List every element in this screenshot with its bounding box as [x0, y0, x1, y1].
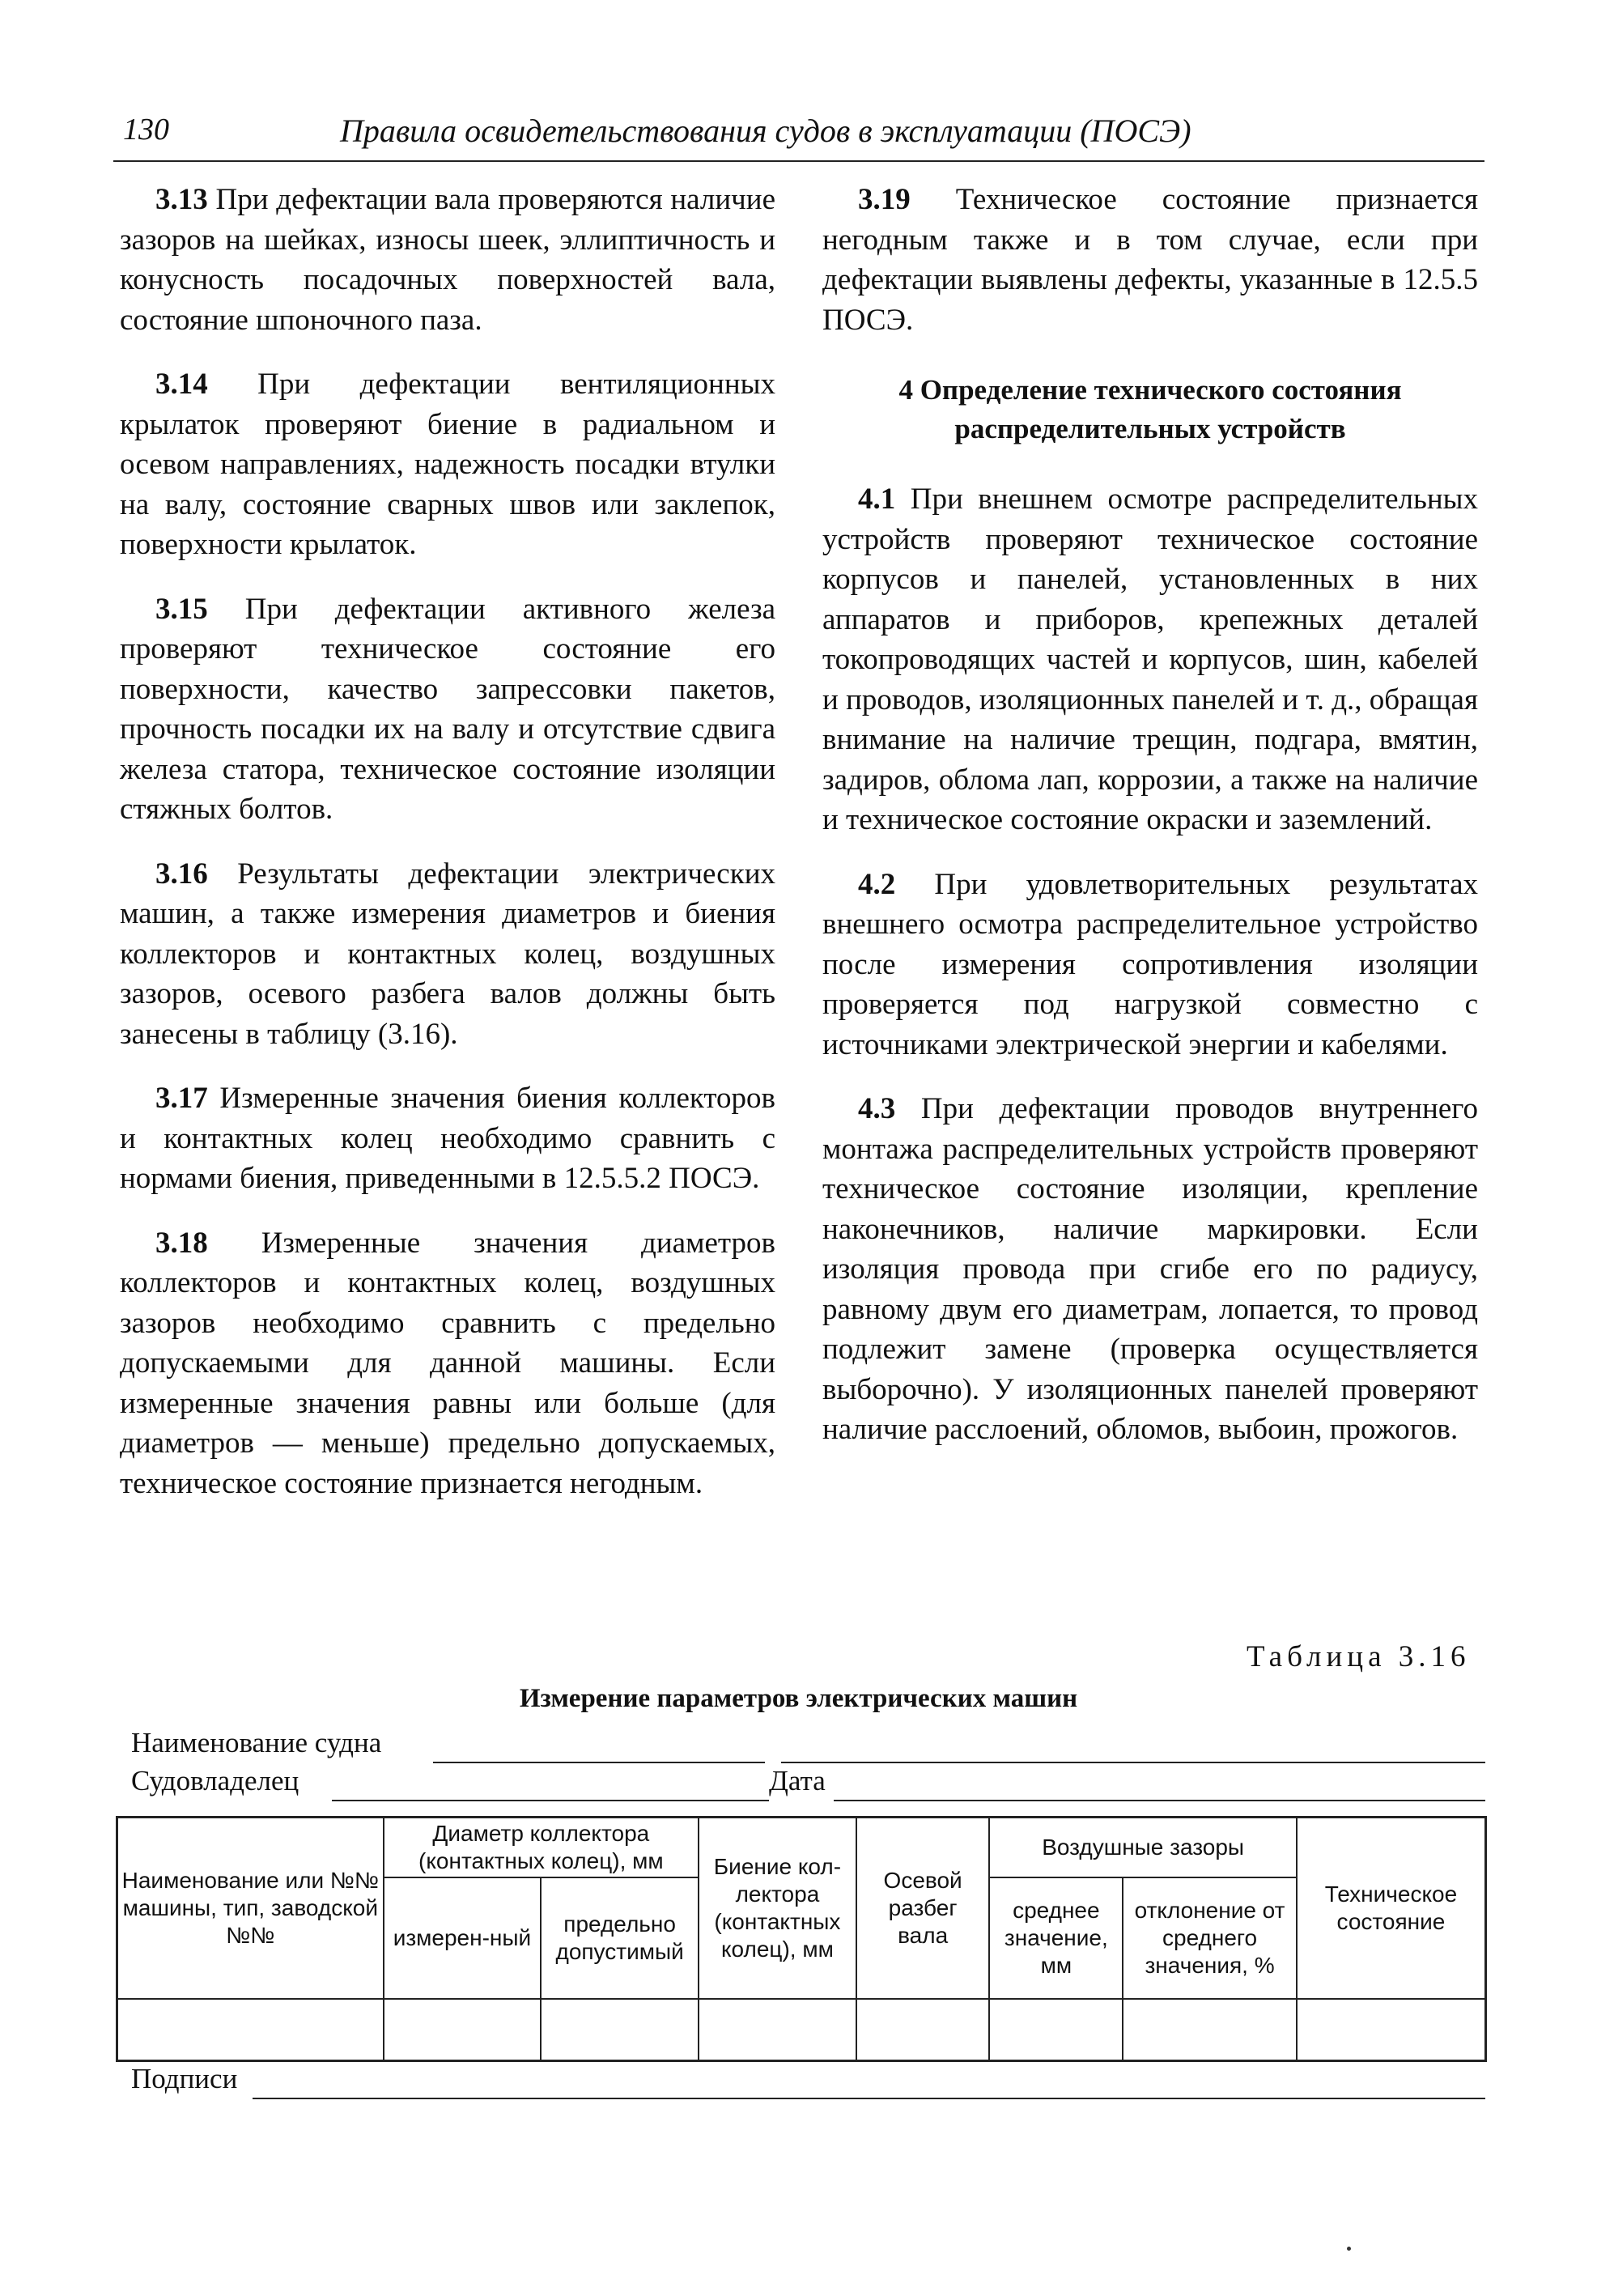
table-cell[interactable]	[1297, 1999, 1486, 2060]
right-column	[822, 180, 1478, 1474]
paragraph-3-15	[120, 589, 775, 830]
paragraph-4-1	[822, 479, 1478, 840]
section-heading-line-1: 4 Определение технического состояния	[898, 374, 1402, 406]
paragraph-number: 3.17	[155, 1082, 208, 1115]
header-air-gap-mean: среднее значение, мм	[989, 1877, 1123, 1999]
paragraph-number: 3.13	[155, 183, 208, 216]
header-axial-play: Осевой разбег вала	[856, 1818, 990, 2000]
paragraph-3-14	[120, 364, 775, 565]
stray-mark	[1347, 2247, 1351, 2251]
paragraph-text: Результаты дефектации электрических машин, а также измерения диаметров и биения коллекторов и контактных колец, воздушных зазоров, осевого разбега валов должны быть занесены в таблицу (3.16).	[120, 857, 775, 1051]
running-title: Правила освидетельствования судов в эксплуатации (ПОСЭ)	[340, 113, 1191, 149]
table-cell[interactable]	[117, 1999, 384, 2060]
vessel-name-field-extension[interactable]	[781, 1762, 1485, 1763]
paragraph-3-18	[120, 1223, 775, 1504]
paragraph-number: 3.14	[155, 368, 208, 401]
paragraph-number: 4.1	[858, 483, 896, 516]
paragraph-number: 3.18	[155, 1226, 208, 1260]
signatures-field[interactable]	[253, 2098, 1485, 2099]
date-label: Дата	[769, 1765, 826, 1796]
header-condition: Техническое состояние	[1297, 1818, 1486, 2000]
paragraph-3-16	[120, 854, 775, 1055]
paragraph-text: При дефектации активного железа проверяют техническое состояние его поверхности, качество запрессовки пакетов, прочность посадки их на валу и отсутствие сдвига железа статора, техническое состояние изоляции стяжных болтов.	[120, 592, 775, 826]
vessel-name-label: Наименование судна	[131, 1727, 382, 1758]
section-heading	[822, 371, 1478, 449]
paragraph-3-19	[822, 180, 1478, 340]
paragraph-text: Измеренные значения диаметров коллекторов и контактных колец, воздушных зазоров необходимо сравнить с предельно допускаемыми для данной машины. Если измеренные значения равны или больше (для диаметров — меньше) предельно допускаемых, техническое состояние признается негодным.	[120, 1226, 775, 1500]
table-row	[117, 1999, 1486, 2060]
left-column	[120, 180, 775, 1528]
header-runout: Биение кол-лектора (контактных колец), мм	[699, 1818, 856, 2000]
page-header	[113, 112, 1484, 162]
paragraph-text: При дефектации проводов внутреннего монтажа распределительных устройств проверяют техническое состояние изоляции, крепление наконечников, наличие маркировки. Если изоляция провода при сгибе его по радиусу, равному двум его диаметрам, лопается, то провод подлежит замене (проверка осуществляется выборочно). У изоляционных панелей проверяют наличие расслоений, обломов, выбоин, прожогов.	[822, 1092, 1478, 1446]
paragraph-text: При удовлетворительных результатах внешнего осмотра распределительное устройство после измерения сопротивления изоляции проверяется под нагрузкой совместно с источниками электрической энергии и кабелями.	[822, 867, 1479, 1061]
page-number: 130	[123, 113, 169, 147]
owner-label: Судовладелец	[131, 1765, 299, 1796]
table-title: Измерение параметров электрических машин	[519, 1684, 1078, 1713]
header-diameter-measured: измерен-ный	[384, 1877, 542, 1999]
measurement-table	[116, 1816, 1487, 2062]
table-cell[interactable]	[1123, 1999, 1297, 2060]
paragraph-4-2	[822, 865, 1478, 1065]
table-cell[interactable]	[699, 1999, 856, 2060]
paragraph-4-3	[822, 1089, 1478, 1450]
table-cell[interactable]	[856, 1999, 990, 2060]
header-diameter-limit: предельно допустимый	[541, 1877, 699, 1999]
owner-field[interactable]	[332, 1800, 769, 1801]
section-heading-line-2: распределительных устройств	[954, 413, 1346, 444]
date-field[interactable]	[834, 1800, 1485, 1801]
table-cell[interactable]	[989, 1999, 1123, 2060]
paragraph-number: 4.2	[858, 867, 896, 901]
paragraph-number: 3.15	[155, 592, 208, 626]
table-label: Таблица 3.16	[1247, 1640, 1471, 1673]
paragraph-number: 3.16	[155, 857, 208, 891]
paragraph-text: При дефектации вала проверяются наличие зазоров на шейках, износы шеек, эллиптичность и конусность посадочных поверхностей вала, состояние шпоночного паза.	[120, 183, 775, 337]
header-air-gap-deviation: отклонение от среднего значения, %	[1123, 1877, 1297, 1999]
paragraph-number: 3.19	[858, 183, 911, 216]
table-cell[interactable]	[541, 1999, 699, 2060]
paragraph-text: При внешнем осмотре распределительных устройств проверяют техническое состояние корпусов и панелей, установленных в них аппаратов и приборов, крепежных деталей токопроводящих частей и корпусов, шин, кабелей и проводов, изоляционных панелей и т. д., обращая внимание на наличие трещин, подгара, вмятин, задиров, облома лап, коррозии, а также на наличие и техническое состояние окраски и заземлений.	[822, 483, 1479, 836]
paragraph-number: 4.3	[858, 1092, 896, 1125]
vessel-name-field[interactable]	[433, 1762, 765, 1763]
header-machine: Наименование или №№ машины, тип, заводской №№	[117, 1818, 384, 2000]
paragraph-3-13	[120, 180, 775, 340]
header-diameter-group: Диаметр коллектора (контактных колец), мм	[384, 1818, 699, 1878]
paragraph-3-17	[120, 1078, 775, 1199]
header-air-gaps-group: Воздушные зазоры	[989, 1818, 1296, 1878]
paragraph-text: При дефектации вентиляционных крылаток проверяют биение в радиальном и осевом направлениях, надежность посадки втулки на валу, состояние сварных швов или заклепок, поверхности крылаток.	[120, 368, 776, 561]
signatures-label: Подписи	[131, 2063, 238, 2094]
table-cell[interactable]	[384, 1999, 542, 2060]
paragraph-text: Техническое состояние признается негодным также и в том случае, если при дефектации выявлены дефекты, указанные в 12.5.5 ПОСЭ.	[822, 183, 1478, 337]
paragraph-text: Измеренные значения биения коллекторов и контактных колец необходимо сравнить с нормами биения, приведенными в 12.5.5.2 ПОСЭ.	[120, 1082, 776, 1195]
